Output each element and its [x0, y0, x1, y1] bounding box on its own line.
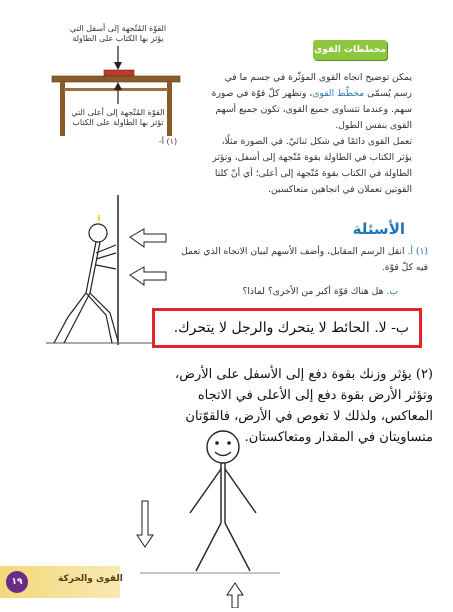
intro-text-b: ، وتظهر كلّ قوّة في صورة سهم. وعندما تتساوى جميع القوى، تكون جميع أسهم القوى بنفس الطول. — [211, 88, 412, 131]
upward-force-label: القوّة المُتّجهة إلى أعلى التي تؤثر بها الطاولة على الكتاب — [71, 108, 165, 127]
man-force-arrow — [130, 267, 166, 285]
page-number: ١٩ — [6, 571, 28, 593]
wall-force-arrow — [130, 229, 166, 247]
question-1a-text: انقل الرسم المقابل، وأضف الأسهم لبيان الاتجاه الذي تعمل فيه كلّ قوّة. — [181, 246, 428, 273]
pairs-paragraph: تعمل القوى دائمًا في شكل ثنائيّ. في الصورة مثلًا، يؤثر الكتاب في الطاولة بقوة مُتّجهة إلى أسفل، وتؤثر الطاولة في الكتاب بقوة مُتّجهة إلى أعلى؛ أي أنّ كلتا القوتين تعملان في اتجاهين متعاكسين. — [212, 136, 412, 195]
answer-2-number: (٢) — [415, 367, 433, 382]
question-1b-text: هل هناك قوّة أكبر من الأخرى؟ لماذا؟ — [242, 286, 384, 297]
figure-head — [207, 431, 239, 463]
table-book-diagram — [36, 24, 196, 154]
standing-stick-figure — [130, 425, 280, 608]
weight-arrow — [137, 501, 153, 547]
question-1-number: (١) — [415, 246, 428, 257]
intro-text-a: يمكن توضيح اتجاه القوى المؤثّرة في جسم ما في رسم يُسمّى — [224, 72, 412, 99]
answer-1b-box: ب- لا. الحائط لا يتحرك والرجل لا يتحرك. — [152, 308, 422, 348]
intro-paragraph — [206, 70, 412, 134]
unit-title: القوى والحركة — [58, 574, 123, 584]
answer-2-text: يؤثر وزنك بقوة دفع إلى الأسفل على الأرض، وتؤثر الأرض بقوة دفع إلى الأعلى في الاتجاه المعاكس، ولذلك لا تغوص في الأرض، فالقوّتان متساويتان في المقدار ومتعاكستان. — [175, 367, 433, 445]
section-badge: مخططات القوى — [313, 40, 387, 60]
question-1b — [170, 284, 398, 300]
downward-force-label: القوّة المُتّجهة إلى أسفل التي يؤثر بها الكتاب على الطاولة — [69, 24, 167, 43]
question-1a-letter: أ. — [407, 246, 413, 257]
book — [104, 70, 134, 76]
table-top — [52, 76, 180, 82]
man-head — [89, 224, 107, 242]
question-index-label: (١) أ- — [158, 137, 178, 146]
question-1b-letter: ب. — [386, 286, 398, 297]
ground-reaction-arrow — [227, 583, 243, 608]
questions-heading: الأسئلة — [352, 220, 405, 238]
question-1a — [170, 244, 428, 276]
force-diagram-term: مخطّط القوى — [312, 88, 365, 99]
